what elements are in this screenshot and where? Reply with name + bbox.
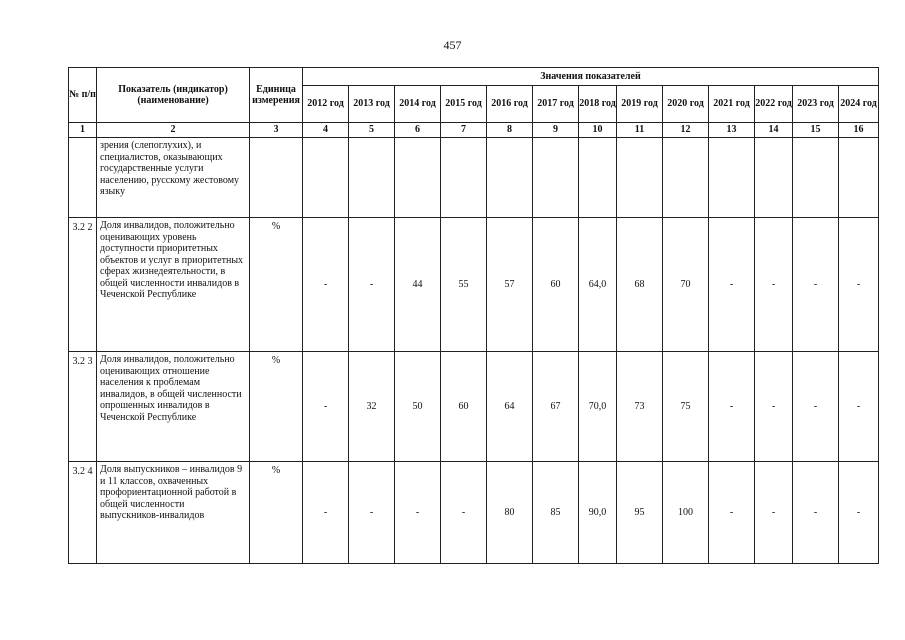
value-cell: 55 xyxy=(441,218,487,352)
column-index: 8 xyxy=(487,123,533,138)
column-index: 13 xyxy=(709,123,755,138)
value-cell xyxy=(663,138,709,218)
column-index: 9 xyxy=(533,123,579,138)
unit-cell: % xyxy=(250,218,303,352)
value-cell: 60 xyxy=(441,352,487,462)
column-index: 11 xyxy=(617,123,663,138)
value-cell xyxy=(709,138,755,218)
table-row xyxy=(69,462,879,564)
header-indicator: Показатель (индикатор) (наименование) xyxy=(97,68,250,123)
value-cell: - xyxy=(755,352,793,462)
value-cell: 90,0 xyxy=(579,462,617,564)
value-cell: - xyxy=(303,352,349,462)
value-cell xyxy=(533,138,579,218)
column-index: 2 xyxy=(97,123,250,138)
column-index: 10 xyxy=(579,123,617,138)
value-cell xyxy=(579,138,617,218)
header-no: № п/п xyxy=(69,68,97,123)
value-cell: - xyxy=(839,462,879,564)
value-cell xyxy=(487,138,533,218)
header-year: 2024 год xyxy=(839,86,879,123)
indicators-table xyxy=(68,67,879,564)
value-cell: - xyxy=(303,462,349,564)
unit-cell: % xyxy=(250,462,303,564)
value-cell xyxy=(755,138,793,218)
value-cell: 70 xyxy=(663,218,709,352)
indicator-name: Доля инвалидов, положительно оценивающих уровень доступности приоритетных объектов и услуг в приоритетных сферах жизнедеятельности, в общей численности инвалидов в Чеченской Республике xyxy=(97,218,250,352)
row-number: 3.2 4 xyxy=(69,462,97,564)
value-cell xyxy=(303,138,349,218)
header-year: 2018 год xyxy=(579,86,617,123)
value-cell xyxy=(617,138,663,218)
value-cell: - xyxy=(755,462,793,564)
column-index: 5 xyxy=(349,123,395,138)
header-year: 2021 год xyxy=(709,86,755,123)
column-index-row xyxy=(69,123,879,138)
indicator-name: Доля инвалидов, положительно оценивающих отношение населения к проблемам инвалидов, в общей численности опрошенных инвалидов в Чеченской Республике xyxy=(97,352,250,462)
value-cell: - xyxy=(839,352,879,462)
value-cell: - xyxy=(709,462,755,564)
indicator-name: Доля выпускников – инвалидов 9 и 11 классов, охваченных профориентационной работой в общей численности выпускников-инвалидов xyxy=(97,462,250,564)
value-cell: 85 xyxy=(533,462,579,564)
table-row xyxy=(69,138,879,218)
value-cell xyxy=(839,138,879,218)
value-cell: 70,0 xyxy=(579,352,617,462)
column-index: 3 xyxy=(250,123,303,138)
header-year: 2023 год xyxy=(793,86,839,123)
value-cell xyxy=(349,138,395,218)
value-cell: 73 xyxy=(617,352,663,462)
unit-cell xyxy=(250,138,303,218)
value-cell: 64 xyxy=(487,352,533,462)
value-cell: 64,0 xyxy=(579,218,617,352)
header-year: 2013 год xyxy=(349,86,395,123)
value-cell: - xyxy=(395,462,441,564)
header-year: 2015 год xyxy=(441,86,487,123)
value-cell: 57 xyxy=(487,218,533,352)
value-cell: - xyxy=(709,352,755,462)
indicator-name: зрения (слепоглухих), и специалистов, оказывающих государственные услуги населению, русскому жестовому языку xyxy=(97,138,250,218)
page-number: 457 xyxy=(443,38,462,52)
value-cell: - xyxy=(303,218,349,352)
value-cell: - xyxy=(793,218,839,352)
value-cell: 44 xyxy=(395,218,441,352)
header-year: 2020 год xyxy=(663,86,709,123)
column-index: 15 xyxy=(793,123,839,138)
value-cell: 50 xyxy=(395,352,441,462)
value-cell: 67 xyxy=(533,352,579,462)
value-cell: - xyxy=(349,218,395,352)
column-index: 7 xyxy=(441,123,487,138)
header-year: 2022 год xyxy=(755,86,793,123)
table-row xyxy=(69,218,879,352)
header-year: 2012 год xyxy=(303,86,349,123)
header-unit: Единица измерения xyxy=(250,68,303,123)
value-cell: 60 xyxy=(533,218,579,352)
header-values-group: Значения показателей xyxy=(303,68,879,86)
value-cell: 75 xyxy=(663,352,709,462)
header-year: 2017 год xyxy=(533,86,579,123)
column-index: 16 xyxy=(839,123,879,138)
value-cell: 80 xyxy=(487,462,533,564)
value-cell: - xyxy=(839,218,879,352)
unit-cell: % xyxy=(250,352,303,462)
value-cell xyxy=(793,138,839,218)
column-index: 4 xyxy=(303,123,349,138)
value-cell xyxy=(441,138,487,218)
value-cell: - xyxy=(349,462,395,564)
header-year: 2019 год xyxy=(617,86,663,123)
column-index: 12 xyxy=(663,123,709,138)
header-year: 2016 год xyxy=(487,86,533,123)
row-number: 3.2 2 xyxy=(69,218,97,352)
column-index: 6 xyxy=(395,123,441,138)
header-year: 2014 год xyxy=(395,86,441,123)
table-row xyxy=(69,352,879,462)
value-cell: - xyxy=(441,462,487,564)
row-number xyxy=(69,138,97,218)
value-cell xyxy=(395,138,441,218)
value-cell: - xyxy=(793,462,839,564)
value-cell: 32 xyxy=(349,352,395,462)
value-cell: 68 xyxy=(617,218,663,352)
value-cell: - xyxy=(793,352,839,462)
value-cell: 95 xyxy=(617,462,663,564)
value-cell: - xyxy=(755,218,793,352)
row-number: 3.2 3 xyxy=(69,352,97,462)
column-index: 1 xyxy=(69,123,97,138)
column-index: 14 xyxy=(755,123,793,138)
value-cell: 100 xyxy=(663,462,709,564)
value-cell: - xyxy=(709,218,755,352)
